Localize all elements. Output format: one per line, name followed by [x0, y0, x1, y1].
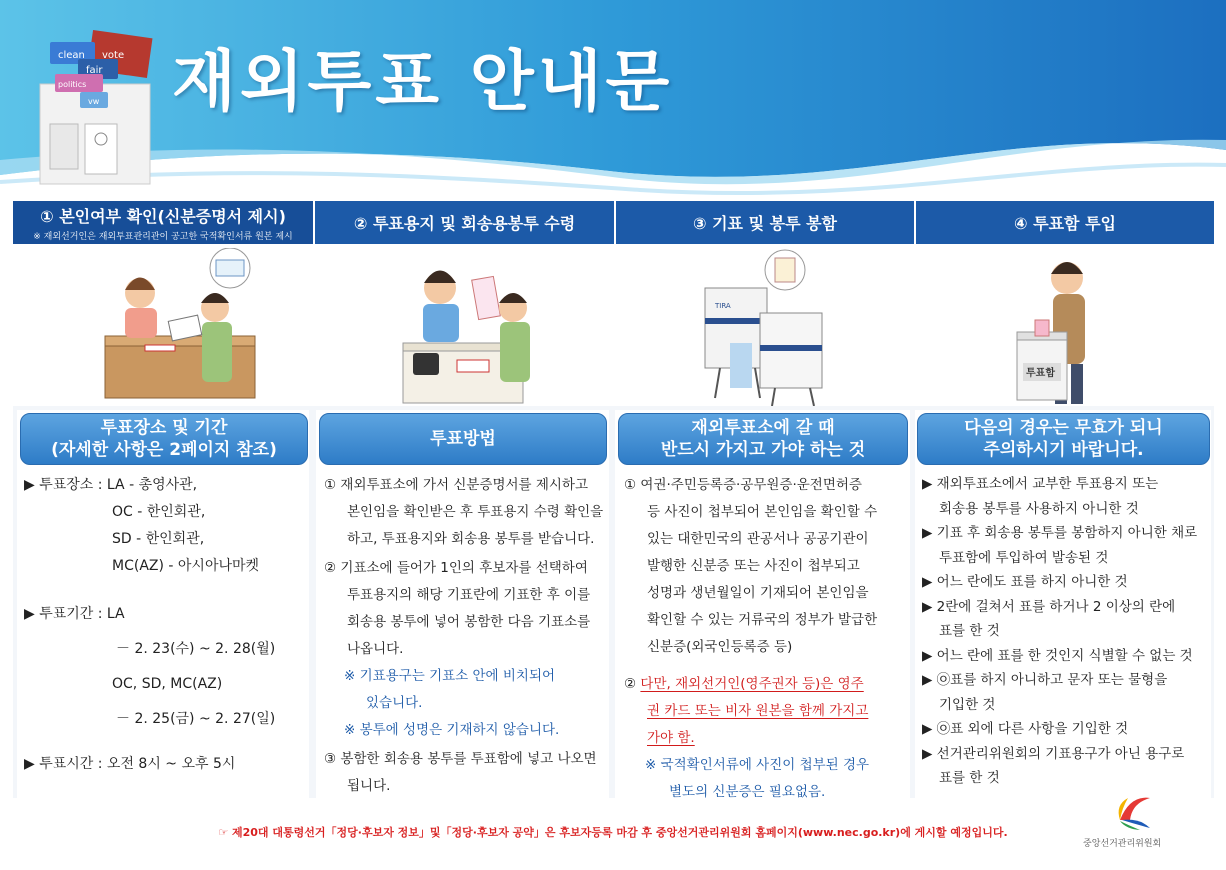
invalid-line: 표를 한 것	[939, 770, 1000, 786]
step-1-header	[13, 201, 315, 244]
bring-header-pill	[618, 413, 908, 465]
method-item-3-line: 봉함한 회송용 봉투를 투표함에 넣고 나오면	[340, 751, 597, 767]
method-content	[324, 472, 608, 800]
place-content	[24, 472, 304, 778]
step-2-header	[315, 201, 616, 244]
step-1-title: ① 본인여부 확인(신분증명서 제시)	[40, 206, 286, 226]
method-item-1-line: 본인임을 확인받은 후 투표용지 수령 확인을	[347, 504, 604, 520]
bring-header-line-1: 재외투표소에 갈 때	[691, 418, 835, 438]
method-header-pill	[319, 413, 607, 465]
method-note: 있습니다.	[366, 695, 423, 711]
place-line: OC, SD, MC(AZ)	[112, 676, 223, 692]
place-line: ▶ 투표기간 : LA	[24, 606, 125, 622]
step-4-header	[916, 201, 1214, 244]
ballot-tag-clean: clean	[58, 50, 85, 61]
place-header-line-1: 투표장소 및 기간	[100, 418, 228, 438]
bring-item-1-line: 신분증(외국인등록증 등)	[647, 639, 793, 655]
method-item-1-line: 재외투표소에 가서 신분증명서를 제시하고	[340, 477, 589, 493]
method-item-1-line: 하고, 투표용지와 회송용 봉투를 받습니다.	[347, 531, 595, 547]
method-header-line-1: 투표방법	[430, 429, 496, 449]
method-item-2-line: 회송용 봉투에 넣어 봉함한 다음 기표소를	[347, 614, 591, 630]
invalid-line: ▶ 선거관리위원회의 기표용구가 아닌 용구로	[922, 745, 1185, 762]
place-line: ▶ 투표시간 : 오전 8시 ~ 오후 5시	[24, 756, 236, 772]
ballot-tag-vw: vw	[88, 97, 100, 106]
ballot-tag-fair: fair	[86, 65, 103, 76]
voting-booth-illustration	[700, 248, 840, 408]
bring-header-line-2: 반드시 가지고 가야 하는 것	[660, 440, 866, 460]
method-item-2-line: 투표용지의 해당 기표란에 기표한 후 이를	[347, 587, 591, 603]
bring-item-2-line: 다만, 재외선거인(영주권자 등)은 영주	[640, 676, 864, 692]
invalid-header-pill	[917, 413, 1210, 465]
invalid-content	[922, 472, 1212, 791]
step-bar	[13, 201, 1214, 244]
invalid-line: ▶ 재외투표소에서 교부한 투표용지 또는	[922, 476, 1159, 492]
method-item-2-num: ②	[324, 560, 337, 576]
invalid-header-line-1: 다음의 경우는 무효가 되니	[964, 418, 1163, 438]
invalid-line: ▶ 기표 후 회송용 봉투를 봉함하지 아니한 채로	[922, 525, 1198, 541]
bring-item-1-line: 있는 대한민국의 관공서나 공공기관이	[647, 531, 869, 547]
bring-item-2	[624, 671, 908, 698]
id-check-illustration	[90, 248, 290, 408]
invalid-line: 투표함에 투입하여 발송된 것	[939, 549, 1109, 566]
invalid-line: ▶ ㉧표를 하지 아니하고 문자 또는 물형을	[922, 672, 1168, 688]
bring-item-2-num: ②	[624, 676, 637, 692]
ballot-box-insert-illustration	[1005, 248, 1115, 408]
invalid-line: ▶ 어느 란에도 표를 하지 아니한 것	[922, 574, 1128, 590]
place-line: SD - 한인회관,	[112, 531, 205, 547]
invalid-line: 표를 한 것	[939, 623, 1000, 639]
footer-notice: ☞ 제20대 대통령선거「정당·후보자 정보」및「정당·후보자 공약」은 후보자등록 마감 후 중앙선거관리위원회 홈페이지(www.nec.go.kr)에 게시할 예정입니다.	[218, 826, 1008, 839]
method-note: ※ 봉투에 성명은 기재하지 않습니다.	[344, 722, 560, 738]
booth-label: TIRA	[715, 302, 731, 310]
step-3-header	[616, 201, 916, 244]
method-item-2-line: 기표소에 들어가 1인의 후보자를 선택하여	[340, 560, 588, 576]
bring-item-1-line: 성명과 생년월일이 기재되어 본인임을	[647, 585, 869, 601]
invalid-line: 회송용 봉투를 사용하지 아니한 것	[939, 500, 1139, 517]
step-1-note: ※ 재외선거인은 재외투표관리관이 공고한 국적확인서류 원본 제시	[33, 231, 293, 242]
method-item-2-line: 나옵니다.	[347, 641, 404, 657]
bring-item-1-line: 확인할 수 있는 거류국의 정부가 발급한	[647, 612, 878, 628]
bring-item-1-line: 여권·주민등록증·공무원증·운전면허증	[640, 477, 862, 493]
step-3-title: ③ 기표 및 봉투 봉함	[692, 214, 838, 233]
invalid-line: 기입한 것	[939, 696, 996, 713]
place-line: － 2. 25(금) ~ 2. 27(일)	[116, 711, 276, 727]
nec-logo-label: 중앙선거관리위원회	[1083, 839, 1162, 849]
invalid-line: ▶ 2란에 걸쳐서 표를 하거나 2 이상의 란에	[922, 598, 1176, 615]
bring-note: ※ 국적확인서류에 사진이 첩부된 경우	[645, 757, 870, 773]
bring-item-1-line: 발행한 신분증 또는 사진이 첩부되고	[647, 558, 860, 574]
place-line: ▶ 투표장소 : LA - 총영사관,	[24, 477, 198, 493]
step-4-title: ④ 투표함 투입	[1014, 214, 1116, 233]
ballot-box-label: 투표함	[1026, 368, 1055, 379]
method-item-3	[324, 746, 608, 773]
method-item-2	[324, 555, 608, 582]
bring-item-2-line: 권 카드 또는 비자 원본을 함께 가지고	[647, 703, 869, 719]
method-note: ※ 기표용구는 기표소 안에 비치되어	[344, 668, 556, 684]
invalid-line: ▶ 어느 란에 표를 한 것인지 식별할 수 없는 것	[922, 647, 1193, 664]
ballot-tag-vote: vote	[102, 50, 125, 61]
place-line: MC(AZ) - 아시아나마켓	[112, 558, 260, 574]
bring-item-1	[624, 472, 908, 499]
header-banner	[0, 0, 1226, 200]
invalid-header-line-2: 주의하시기 바랍니다.	[983, 440, 1144, 460]
method-item-3-line: 됩니다.	[347, 778, 391, 794]
method-item-3-num: ③	[324, 751, 337, 767]
place-header-line-2: (자세한 사항은 2페이지 참조)	[51, 440, 277, 460]
ballot-tag-politics: politics	[58, 80, 87, 89]
bring-item-1-num: ①	[624, 477, 637, 493]
ballot-box-illustration	[30, 14, 170, 194]
ballot-receive-illustration	[395, 248, 545, 408]
method-item-1-num: ①	[324, 477, 337, 493]
invalid-line: ▶ ㉧표 외에 다른 사항을 기입한 것	[922, 721, 1129, 737]
place-line: OC - 한인회관,	[112, 504, 206, 520]
bring-item-1-line: 등 사진이 첩부되어 본인임을 확인할 수	[647, 504, 878, 520]
place-line: － 2. 23(수) ~ 2. 28(월)	[116, 641, 276, 657]
method-item-1	[324, 472, 608, 499]
step-2-title: ② 투표용지 및 회송용봉투 수령	[353, 214, 576, 233]
page-title: 재외투표 안내문	[172, 43, 674, 120]
place-header-pill	[20, 413, 308, 465]
bring-item-2-line: 가야 함.	[647, 730, 695, 746]
bring-content	[624, 472, 908, 806]
bring-note: 별도의 신분증은 필요없음.	[669, 784, 826, 800]
